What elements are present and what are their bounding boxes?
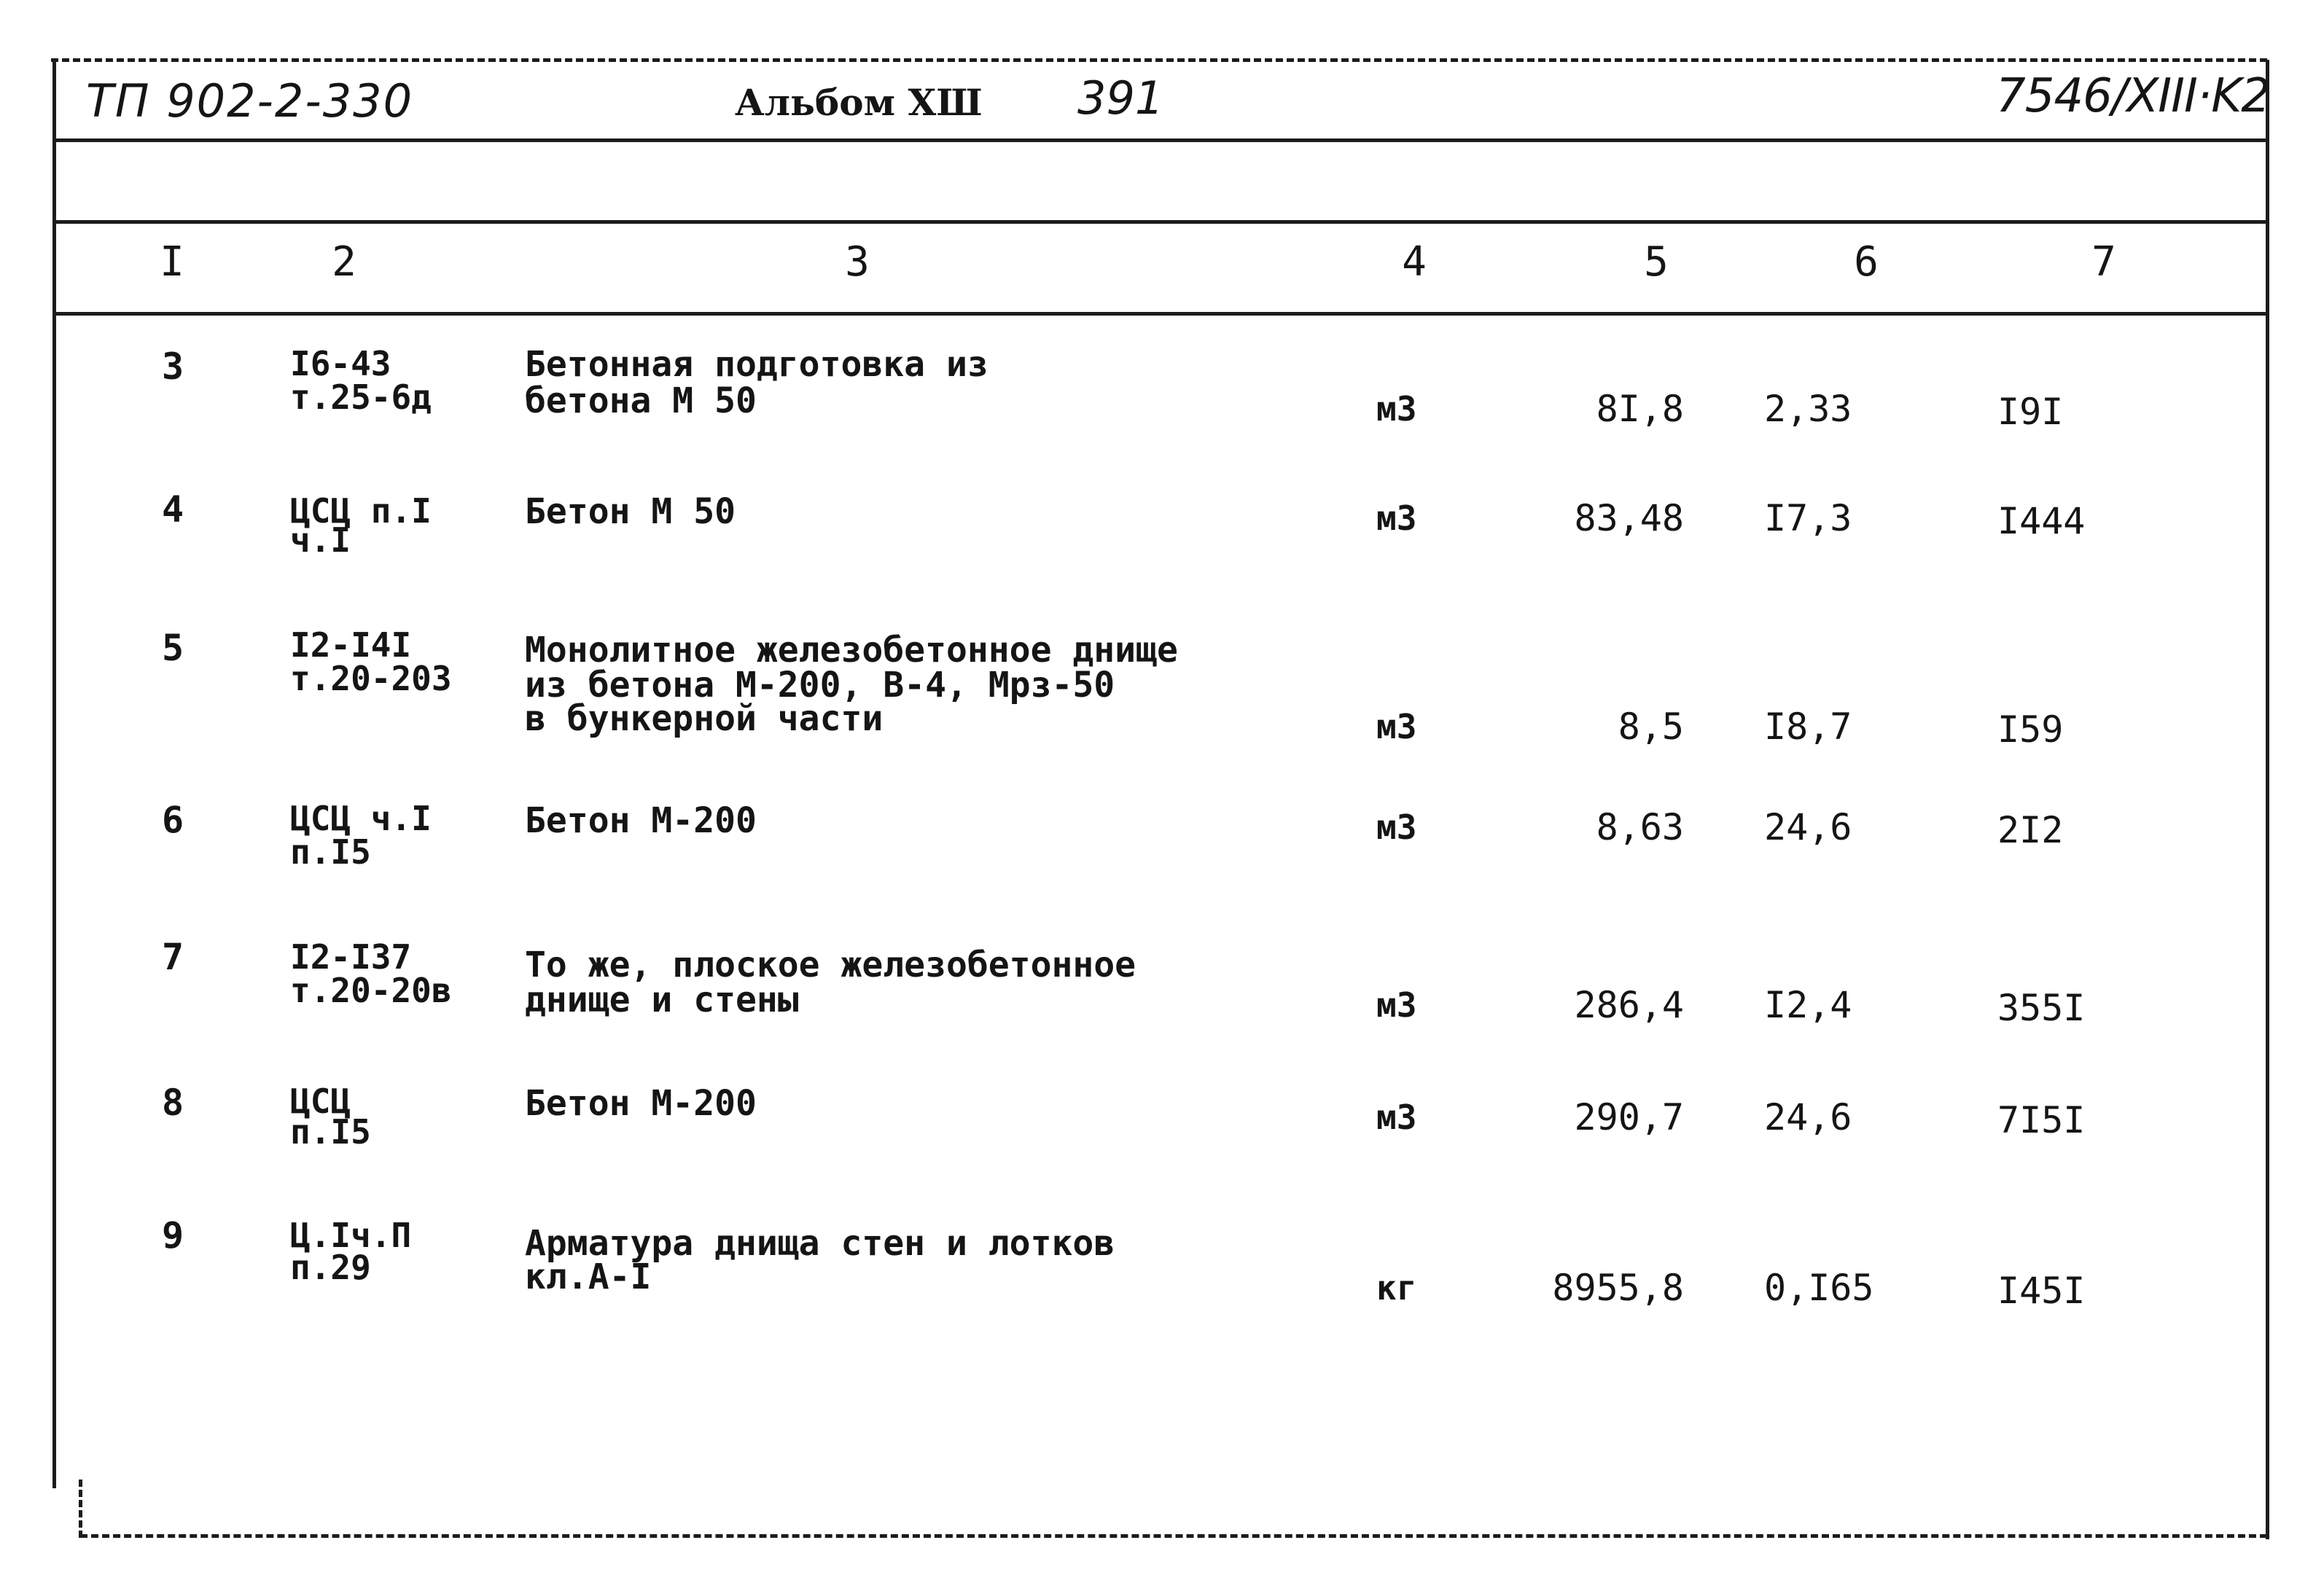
- row-number: 7: [162, 936, 184, 978]
- column-header-4: 4: [1402, 238, 1427, 286]
- column-header-6: 6: [1854, 238, 1879, 286]
- unit: м3: [1376, 707, 1417, 746]
- row-number: 4: [162, 488, 184, 531]
- frame-left-lower-line: [79, 1480, 82, 1538]
- total-cost: 355I: [1997, 987, 2086, 1029]
- frame-top-line: [51, 58, 2267, 62]
- quantity: 8,63: [1596, 806, 1684, 848]
- unit-price: I7,3: [1764, 497, 1852, 539]
- norm-code: ЦСЦ: [290, 1082, 351, 1121]
- row-number: 6: [162, 799, 184, 841]
- total-cost: I59: [1997, 708, 2064, 751]
- unit: м3: [1376, 808, 1417, 847]
- document-code: ТП 902-2-330: [86, 74, 414, 128]
- quantity: 8I,8: [1596, 388, 1684, 430]
- norm-code: I2-I4I: [290, 625, 412, 665]
- work-name-line2: кл.А-I: [525, 1257, 652, 1297]
- total-cost: I9I: [1997, 391, 2064, 433]
- column-header-2: 2: [332, 238, 356, 286]
- unit: м3: [1376, 499, 1417, 538]
- norm-table: т.20-203: [290, 659, 452, 698]
- work-name: Бетон М-200: [525, 1083, 757, 1124]
- norm-table: п.I5: [290, 832, 371, 872]
- frame-left-line: [52, 60, 56, 1488]
- unit-price: I2,4: [1764, 984, 1852, 1026]
- album-label: Альбом XШ: [735, 81, 983, 124]
- unit-price: I8,7: [1764, 706, 1852, 748]
- row-number: 3: [162, 345, 184, 388]
- column-header-3: 3: [845, 238, 870, 286]
- page-number: 391: [1077, 71, 1164, 125]
- work-name: Монолитное железобетонное днище: [525, 630, 1178, 671]
- work-name-line2: бетона М 50: [525, 380, 757, 421]
- unit: м3: [1376, 1098, 1417, 1137]
- norm-code: ЦСЦ п.I: [290, 491, 432, 531]
- norm-code: I6-43: [290, 344, 391, 383]
- total-cost: 7I5I: [1997, 1099, 2086, 1141]
- unit-price: 2,33: [1764, 388, 1852, 430]
- work-name: То же, плоское железобетонное: [525, 945, 1136, 985]
- table-top-rule: [52, 220, 2269, 224]
- unit-price: 24,6: [1764, 1096, 1852, 1138]
- work-name-line2: из бетона М-200, В-4, Мрз-50: [525, 665, 1115, 706]
- work-name: Бетон М 50: [525, 491, 736, 532]
- total-cost: 2I2: [1997, 809, 2064, 851]
- unit-price: 24,6: [1764, 806, 1852, 848]
- total-cost: I45I: [1997, 1270, 2086, 1312]
- work-name: Бетонная подготовка из: [525, 344, 989, 385]
- work-name: Бетон М-200: [525, 800, 757, 841]
- row-number: 9: [162, 1214, 184, 1257]
- work-name-line2: днище и стены: [525, 980, 799, 1020]
- unit: м3: [1376, 985, 1417, 1025]
- row-number: 8: [162, 1082, 184, 1124]
- norm-code: I2-I37: [290, 937, 412, 977]
- row-number: 5: [162, 627, 184, 669]
- total-cost: I444: [1997, 500, 2086, 542]
- norm-code: ЦСЦ ч.I: [290, 799, 432, 838]
- table-header-rule: [52, 312, 2269, 316]
- quantity: 286,4: [1574, 984, 1684, 1026]
- norm-table: п.29: [290, 1248, 371, 1287]
- quantity: 8,5: [1618, 706, 1684, 748]
- quantity: 8955,8: [1552, 1267, 1684, 1309]
- unit: м3: [1376, 389, 1417, 429]
- quantity: 290,7: [1574, 1096, 1684, 1138]
- column-header-7: 7: [2091, 238, 2116, 286]
- column-header-5: 5: [1644, 238, 1669, 286]
- norm-code: Ц.Iч.П: [290, 1216, 412, 1255]
- header-rule: [52, 138, 2269, 142]
- unit-price: 0,I65: [1764, 1267, 1874, 1309]
- norm-table: ч.I: [290, 520, 351, 560]
- norm-table: т.25-6д: [290, 378, 432, 417]
- frame-bottom-line: [80, 1534, 2267, 1538]
- quantity: 83,48: [1574, 497, 1684, 539]
- norm-table: п.I5: [290, 1112, 371, 1152]
- norm-table: т.20-20в: [290, 971, 452, 1010]
- work-name: Арматура днища стен и лотков: [525, 1223, 1115, 1264]
- unit: кг: [1376, 1268, 1417, 1308]
- work-name-line3: в бункерной части: [525, 698, 884, 739]
- frame-right-line: [2266, 60, 2269, 1539]
- inventory-number: 7546/XIII·K2: [1996, 69, 2270, 123]
- column-header-1: I: [160, 238, 184, 286]
